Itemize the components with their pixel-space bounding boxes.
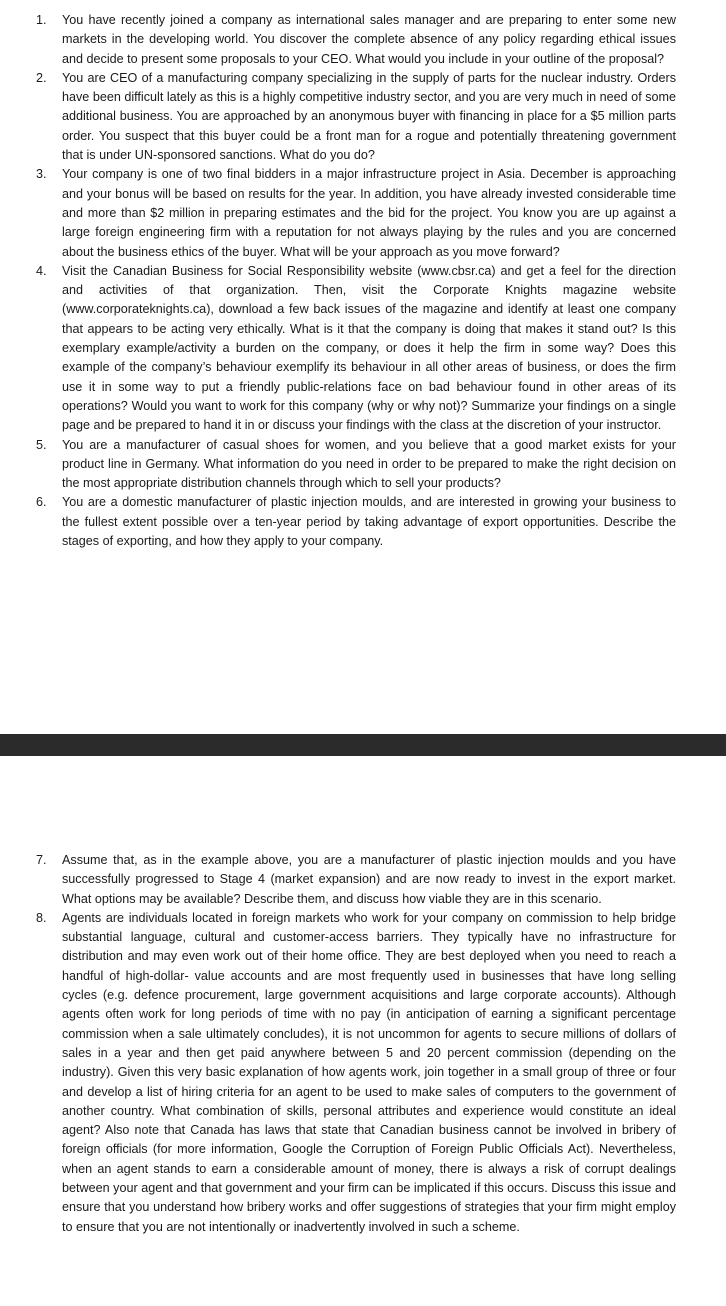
question-text: You are a manufacturer of casual shoes for women, and you believe that a good market exists for your product line in Germany. What information do you need in order to be prepared to make the right decision on the most appropriate distribution channels through which to sell your products? [62, 437, 676, 491]
question-text: You have recently joined a company as international sales manager and are preparing to enter some new markets in the developing world. You discover the complete absence of any policy regarding ethical issues and decide to present some proposals to your CEO. What would you include in your outline of the proposal? [62, 13, 676, 66]
question-number: 7. [36, 853, 47, 867]
question-number: 6. [36, 495, 47, 510]
question-item [36, 262, 676, 436]
question-list-2 [36, 851, 676, 1237]
question-item [36, 11, 676, 69]
question-text: Visit the Canadian Business for Social Responsibility website (www.cbsr.ca) and get a feel for the direction and activities of that organization. Then, visit the Corporate Knights magazine website (www.corporateknights.ca), download a few back issues of the magazine and identify at least one company that appears to be acting very ethically. What is it that the company is doing that makes it stand out? Is this exemplary example/activity a burden on the company, or does it help the firm in some way? Does this example of the company’s behaviour exemplify its behaviour in all other areas of business, or does the firm use it in some way to put a friendly public-relations face on bad behaviour found in other areas of its operations? Would you want to work for this company (why or why not)? Summarize your findings on a single page and be prepared to hand it in or discuss your findings with the class at the discretion of your instructor. [62, 263, 676, 433]
question-text: You are CEO of a manufacturing company specializing in the supply of parts for the nuclear industry. Orders have been difficult lately as this is a highly competitive industry sector, and you are very much in need of some additional business. You are approached by an anonymous buyer with financing in place for a $5 million parts order. You suspect that this buyer could be a front man for a rogue and potentially threatening government that is under UN-sponsored sanctions. What do you do? [62, 70, 676, 163]
question-number: 3. [36, 167, 47, 182]
document-page-2 [0, 756, 726, 1306]
question-number: 5. [36, 437, 47, 452]
question-item [36, 69, 676, 165]
question-item [36, 493, 676, 551]
question-text: You are a domestic manufacturer of plastic injection moulds, and are interested in growing your business to the fullest extent possible over a ten-year period by taking advantage of export opportunities. Describe the stages of exporting, and how they apply to your company. [62, 495, 676, 549]
question-number: 8. [36, 910, 47, 925]
question-item [36, 909, 676, 1237]
question-item [36, 165, 676, 261]
question-text: Assume that, as in the example above, you are a manufacturer of plastic injection moulds and you have successfully progressed to Stage 4 (market expansion) and are now ready to invest in the export market. What options may be available? Describe them, and discuss how viable they are in this scenario. [62, 853, 676, 906]
question-number: 1. [36, 13, 47, 27]
page-separator [0, 734, 726, 756]
question-item [36, 436, 676, 494]
question-number: 4. [36, 263, 47, 278]
question-list-1 [36, 11, 676, 551]
question-text: Your company is one of two final bidders in a major infrastructure project in Asia. December is approaching and your bonus will be based on results for the year. In addition, you have already invested considerable time and more than $2 million in preparing estimates and the bid for the project. You know you are up against a large foreign engineering firm with a reputation for not always playing by the rules and you are concerned about the business ethics of the buyer. What will be your approach as you move forward? [62, 167, 676, 259]
question-item [36, 851, 676, 909]
question-number: 2. [36, 70, 47, 85]
question-text: Agents are individuals located in foreign markets who work for your company on commission to help bridge substantial language, cultural and customer-access barriers. They typically have no infrastructure for distribution and may even work out of their home office. They are best deployed when you need to reach a handful of high-dollar- value accounts and are most frequently used in businesses that have long selling cycles (e.g. defence procurement, large government acquisitions and large corporate accounts). Although agents often work for long periods of time with no pay (in anticipation of earning a significant percentage commission when a sale ultimately concludes), it is not uncommon for agents to secure millions of dollars of sales in a year and then get paid anywhere between 5 and 20 percent commission (depending on the industry). Given this very basic explanation of how agents work, join together in a small group of three or four and develop a list of hiring criteria for an agent to be used to make sales of computers to the government of another country. What combination of skills, personal attributes and experience would constitute an ideal agent? Also note that Canada has laws that state that Canadian business cannot be involved in bribery of foreign officials (for more information, Google the Corruption of Foreign Public Officials Act). Nevertheless, when an agent stands to earn a considerable amount of money, there is always a risk of corrupt dealings between your agent and that government and your firm can be implicated if this occurs. Discuss this issue and ensure that you understand how bribery works and offer suggestions of strategies that your firm might employ to ensure that you are not intentionally or inadvertently involved in such a scheme. [62, 910, 676, 1234]
